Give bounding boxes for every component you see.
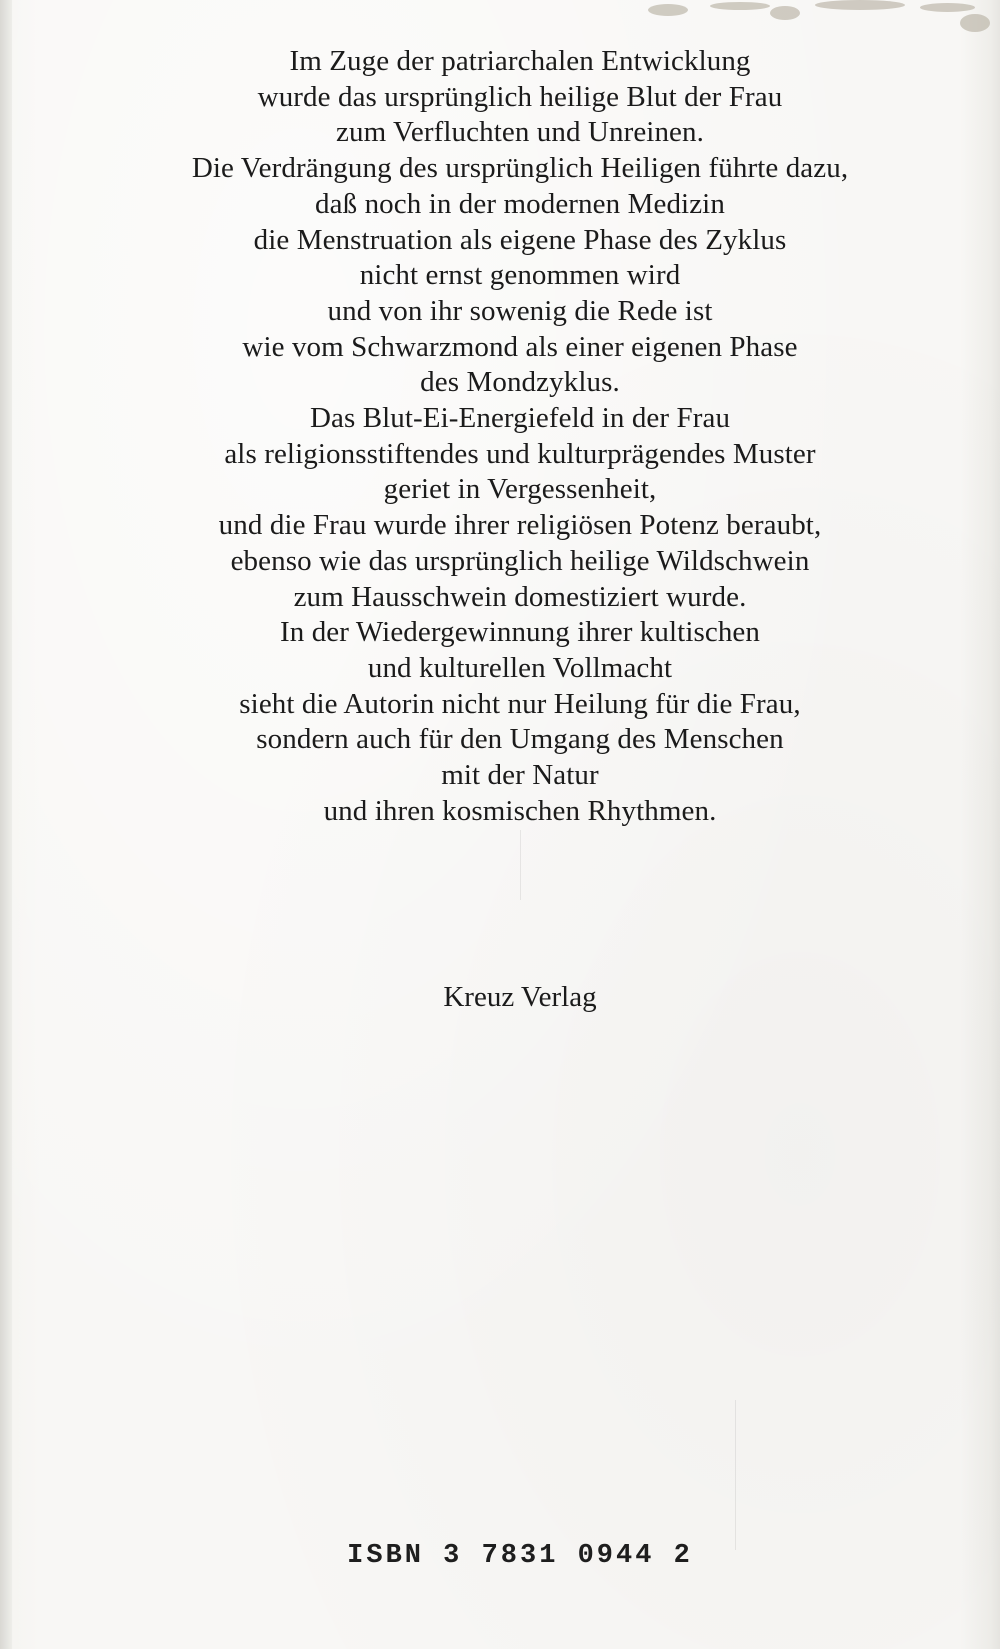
publisher-name: Kreuz Verlag xyxy=(443,981,597,1013)
blurb-line: als religionsstiftendes und kulturprägendes Muster xyxy=(224,437,816,470)
cover-wear-marks xyxy=(640,0,1000,40)
isbn-number: ISBN 3 7831 0944 2 xyxy=(347,1541,693,1571)
blurb-line: mit der Natur xyxy=(441,759,599,792)
spine-edge xyxy=(0,0,12,1649)
blurb-line: wurde das ursprünglich heilige Blut der Frau xyxy=(257,80,783,113)
blurb-line: zum Hausschwein domestiziert wurde. xyxy=(293,580,747,613)
blurb-line: zum Verfluchten und Unreinen. xyxy=(336,116,704,149)
blurb-line: und von ihr sowenig die Rede ist xyxy=(327,294,713,327)
blurb-text xyxy=(60,44,980,829)
blurb-line: geriet in Vergessenheit, xyxy=(383,473,657,506)
cover-crease xyxy=(520,830,521,900)
blurb-line: und kulturellen Vollmacht xyxy=(367,651,673,684)
blurb-line: Die Verdrängung des ursprünglich Heiligen führte dazu, xyxy=(191,152,849,185)
blurb-line: und ihren kosmischen Rhythmen. xyxy=(323,794,717,827)
blurb-line: sieht die Autorin nicht nur Heilung für die Frau, xyxy=(239,687,801,720)
blurb-line: sondern auch für den Umgang des Menschen xyxy=(256,723,784,756)
blurb-line: die Menstruation als eigene Phase des Zyklus xyxy=(253,223,787,256)
blurb-line: des Mondzyklus. xyxy=(420,366,620,399)
blurb-line: In der Wiedergewinnung ihrer kultischen xyxy=(279,616,761,649)
cover-crease xyxy=(735,1400,736,1550)
blurb-line: und die Frau wurde ihrer religiösen Potenz beraubt, xyxy=(218,509,822,542)
blurb-line: daß noch in der modernen Medizin xyxy=(315,187,725,220)
blurb-line: nicht ernst genommen wird xyxy=(359,259,681,292)
blurb-line: wie vom Schwarzmond als einer eigenen Phase xyxy=(242,330,798,363)
blurb-line: Im Zuge der patriarchalen Entwicklung xyxy=(289,45,751,77)
blurb-line: ebenso wie das ursprünglich heilige Wildschwein xyxy=(230,544,810,577)
blurb-line: Das Blut-Ei-Energiefeld in der Frau xyxy=(309,402,731,435)
